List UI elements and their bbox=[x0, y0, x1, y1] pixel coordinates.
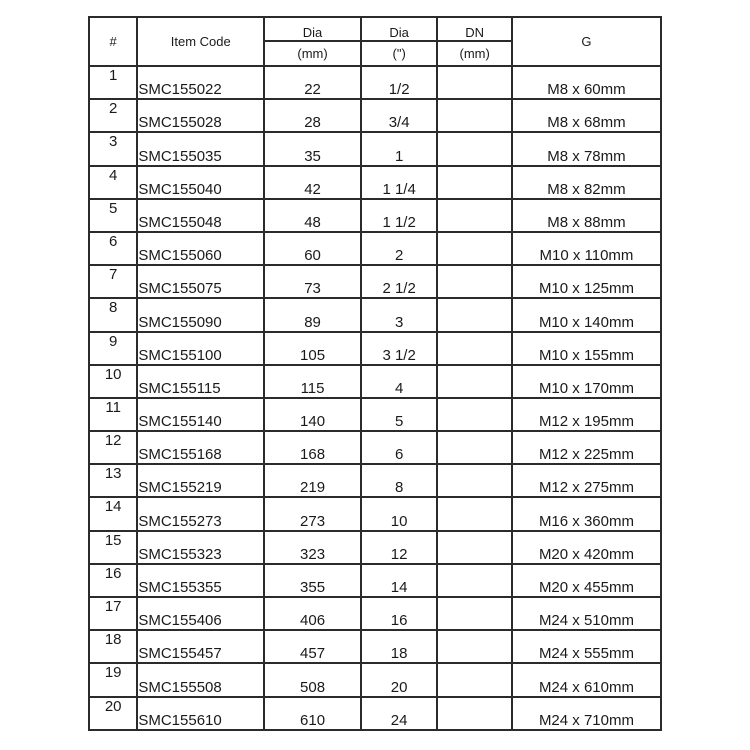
item-code-cell: SMC155048 bbox=[137, 199, 264, 232]
dia-in-cell: 4 bbox=[361, 365, 438, 398]
table-row bbox=[89, 630, 661, 663]
item-code-cell: SMC155040 bbox=[137, 166, 264, 199]
table-header bbox=[89, 17, 661, 66]
item-code-cell: SMC155610 bbox=[137, 697, 264, 730]
g-cell: M24 x 610mm bbox=[512, 663, 661, 696]
item-code-cell: SMC155168 bbox=[137, 431, 264, 464]
row-number: 5 bbox=[89, 199, 137, 232]
row-number: 2 bbox=[89, 99, 137, 132]
dia-mm-cell: 105 bbox=[264, 332, 361, 365]
dia-mm-cell: 22 bbox=[264, 66, 361, 99]
table-row bbox=[89, 332, 661, 365]
row-number: 17 bbox=[89, 597, 137, 630]
item-code-cell: SMC155140 bbox=[137, 398, 264, 431]
row-number: 11 bbox=[89, 398, 137, 431]
table-row bbox=[89, 365, 661, 398]
dia-mm-cell: 323 bbox=[264, 531, 361, 564]
g-cell: M24 x 710mm bbox=[512, 697, 661, 730]
header-item-code: Item Code bbox=[137, 17, 264, 66]
dia-mm-cell: 48 bbox=[264, 199, 361, 232]
g-cell: M12 x 195mm bbox=[512, 398, 661, 431]
dia-mm-cell: 60 bbox=[264, 232, 361, 265]
g-cell: M10 x 140mm bbox=[512, 298, 661, 331]
table-row bbox=[89, 132, 661, 165]
row-number: 15 bbox=[89, 531, 137, 564]
table-row bbox=[89, 265, 661, 298]
dia-in-cell: 6 bbox=[361, 431, 438, 464]
dia-in-cell: 2 bbox=[361, 232, 438, 265]
g-cell: M24 x 510mm bbox=[512, 597, 661, 630]
dia-in-cell: 2 1/2 bbox=[361, 265, 438, 298]
item-code-cell: SMC155406 bbox=[137, 597, 264, 630]
row-number: 19 bbox=[89, 663, 137, 696]
dia-mm-cell: 73 bbox=[264, 265, 361, 298]
dia-in-cell: 1 1/4 bbox=[361, 166, 438, 199]
dia-in-cell: 3/4 bbox=[361, 99, 438, 132]
table-row bbox=[89, 232, 661, 265]
dia-mm-cell: 610 bbox=[264, 697, 361, 730]
g-cell: M16 x 360mm bbox=[512, 497, 661, 530]
g-cell: M10 x 170mm bbox=[512, 365, 661, 398]
g-cell: M8 x 82mm bbox=[512, 166, 661, 199]
table-row bbox=[89, 697, 661, 730]
g-cell: M24 x 555mm bbox=[512, 630, 661, 663]
dn-cell bbox=[437, 298, 512, 331]
row-number: 6 bbox=[89, 232, 137, 265]
item-code-cell: SMC155457 bbox=[137, 630, 264, 663]
table-row bbox=[89, 564, 661, 597]
row-number: 16 bbox=[89, 564, 137, 597]
row-number: 14 bbox=[89, 497, 137, 530]
row-number: 9 bbox=[89, 332, 137, 365]
dia-mm-cell: 115 bbox=[264, 365, 361, 398]
g-cell: M8 x 88mm bbox=[512, 199, 661, 232]
dn-cell bbox=[437, 332, 512, 365]
g-cell: M10 x 155mm bbox=[512, 332, 661, 365]
table-row bbox=[89, 464, 661, 497]
dn-cell bbox=[437, 132, 512, 165]
dn-cell bbox=[437, 663, 512, 696]
row-number: 4 bbox=[89, 166, 137, 199]
dia-in-cell: 3 1/2 bbox=[361, 332, 438, 365]
dia-in-cell: 14 bbox=[361, 564, 438, 597]
row-number: 13 bbox=[89, 464, 137, 497]
item-code-cell: SMC155355 bbox=[137, 564, 264, 597]
row-number: 10 bbox=[89, 365, 137, 398]
header-dn-unit: (mm) bbox=[437, 41, 512, 66]
item-code-cell: SMC155323 bbox=[137, 531, 264, 564]
header-row-top bbox=[89, 17, 661, 41]
dn-cell bbox=[437, 630, 512, 663]
g-cell: M12 x 225mm bbox=[512, 431, 661, 464]
item-code-cell: SMC155028 bbox=[137, 99, 264, 132]
dn-cell bbox=[437, 166, 512, 199]
table-row bbox=[89, 166, 661, 199]
table-row bbox=[89, 431, 661, 464]
header-dn: DN bbox=[437, 17, 512, 41]
item-code-cell: SMC155219 bbox=[137, 464, 264, 497]
item-code-cell: SMC155508 bbox=[137, 663, 264, 696]
g-cell: M20 x 420mm bbox=[512, 531, 661, 564]
table-row bbox=[89, 99, 661, 132]
item-code-cell: SMC155035 bbox=[137, 132, 264, 165]
item-code-cell: SMC155115 bbox=[137, 365, 264, 398]
dia-mm-cell: 89 bbox=[264, 298, 361, 331]
dia-in-cell: 1/2 bbox=[361, 66, 438, 99]
dia-mm-cell: 406 bbox=[264, 597, 361, 630]
table-body bbox=[89, 66, 661, 730]
dia-mm-cell: 273 bbox=[264, 497, 361, 530]
dn-cell bbox=[437, 697, 512, 730]
dn-cell bbox=[437, 531, 512, 564]
dn-cell bbox=[437, 431, 512, 464]
dia-in-cell: 20 bbox=[361, 663, 438, 696]
dn-cell bbox=[437, 497, 512, 530]
dia-mm-cell: 42 bbox=[264, 166, 361, 199]
row-number: 18 bbox=[89, 630, 137, 663]
dia-mm-cell: 508 bbox=[264, 663, 361, 696]
g-cell: M20 x 455mm bbox=[512, 564, 661, 597]
dia-in-cell: 10 bbox=[361, 497, 438, 530]
dia-in-cell: 24 bbox=[361, 697, 438, 730]
dia-mm-cell: 140 bbox=[264, 398, 361, 431]
dn-cell bbox=[437, 597, 512, 630]
table-row bbox=[89, 66, 661, 99]
table-row bbox=[89, 398, 661, 431]
dia-mm-cell: 457 bbox=[264, 630, 361, 663]
item-code-cell: SMC155273 bbox=[137, 497, 264, 530]
dia-mm-cell: 168 bbox=[264, 431, 361, 464]
header-g: G bbox=[512, 17, 661, 66]
g-cell: M12 x 275mm bbox=[512, 464, 661, 497]
dia-in-cell: 18 bbox=[361, 630, 438, 663]
dn-cell bbox=[437, 564, 512, 597]
dia-in-cell: 1 bbox=[361, 132, 438, 165]
table-row bbox=[89, 597, 661, 630]
dn-cell bbox=[437, 398, 512, 431]
g-cell: M8 x 60mm bbox=[512, 66, 661, 99]
g-cell: M8 x 78mm bbox=[512, 132, 661, 165]
item-code-cell: SMC155075 bbox=[137, 265, 264, 298]
dn-cell bbox=[437, 99, 512, 132]
g-cell: M10 x 110mm bbox=[512, 232, 661, 265]
row-number: 12 bbox=[89, 431, 137, 464]
item-code-cell: SMC155060 bbox=[137, 232, 264, 265]
dn-cell bbox=[437, 365, 512, 398]
g-cell: M8 x 68mm bbox=[512, 99, 661, 132]
dia-in-cell: 1 1/2 bbox=[361, 199, 438, 232]
table-row bbox=[89, 531, 661, 564]
header-dia-in: Dia bbox=[361, 17, 438, 41]
dia-mm-cell: 355 bbox=[264, 564, 361, 597]
header-num: # bbox=[89, 17, 137, 66]
dia-in-cell: 16 bbox=[361, 597, 438, 630]
dia-mm-cell: 219 bbox=[264, 464, 361, 497]
item-code-cell: SMC155090 bbox=[137, 298, 264, 331]
spec-table bbox=[88, 16, 662, 731]
row-number: 7 bbox=[89, 265, 137, 298]
table-row bbox=[89, 199, 661, 232]
row-number: 20 bbox=[89, 697, 137, 730]
dn-cell bbox=[437, 464, 512, 497]
dia-in-cell: 12 bbox=[361, 531, 438, 564]
dia-mm-cell: 28 bbox=[264, 99, 361, 132]
dn-cell bbox=[437, 232, 512, 265]
g-cell: M10 x 125mm bbox=[512, 265, 661, 298]
header-dia-mm: Dia bbox=[264, 17, 361, 41]
row-number: 1 bbox=[89, 66, 137, 99]
table-row bbox=[89, 298, 661, 331]
dia-in-cell: 8 bbox=[361, 464, 438, 497]
dia-in-cell: 3 bbox=[361, 298, 438, 331]
dia-mm-cell: 35 bbox=[264, 132, 361, 165]
dn-cell bbox=[437, 66, 512, 99]
header-dia-mm-unit: (mm) bbox=[264, 41, 361, 66]
dia-in-cell: 5 bbox=[361, 398, 438, 431]
dn-cell bbox=[437, 265, 512, 298]
row-number: 3 bbox=[89, 132, 137, 165]
header-dia-in-unit: (") bbox=[361, 41, 438, 66]
table-row bbox=[89, 497, 661, 530]
item-code-cell: SMC155022 bbox=[137, 66, 264, 99]
dn-cell bbox=[437, 199, 512, 232]
table-row bbox=[89, 663, 661, 696]
item-code-cell: SMC155100 bbox=[137, 332, 264, 365]
row-number: 8 bbox=[89, 298, 137, 331]
